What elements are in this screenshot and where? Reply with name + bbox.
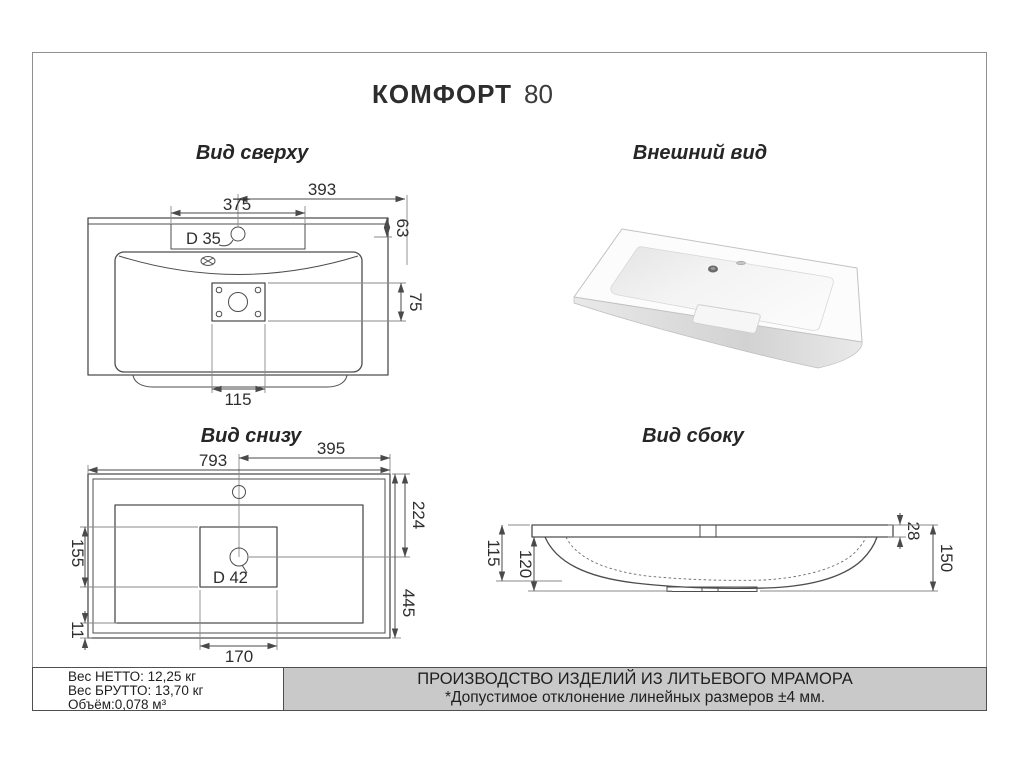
dim-150: 150 (937, 543, 956, 573)
bottom-view-title: Вид снизу (200, 425, 302, 447)
external-view-render (555, 218, 895, 378)
dim-224: 224 (409, 500, 428, 530)
faucet-hole-highlight (711, 267, 716, 270)
plate-hole-2 (255, 287, 261, 293)
dim-63: 63 (393, 218, 412, 238)
dim-170: 170 (224, 647, 254, 666)
faucet-leader-line (219, 240, 233, 246)
bowl-back-wall-curve (119, 256, 358, 275)
dim-28: 28 (904, 521, 923, 541)
drain-hole-top (229, 293, 248, 312)
model-name: КОМФОРТ (372, 79, 513, 109)
drain-hole-label: D 42 (213, 569, 248, 587)
dim-445: 445 (399, 588, 418, 618)
title-block (32, 667, 987, 711)
model-size: 80 (524, 79, 553, 109)
front-apron (133, 375, 347, 387)
top-slab-profile (532, 525, 893, 537)
drain-plate (212, 283, 265, 321)
dim-375: 375 (222, 195, 252, 214)
dim-11: 11 (68, 621, 87, 639)
side-view-title: Вид сбоку (642, 425, 744, 447)
bowl-profile-outer (545, 537, 877, 588)
dim-115: 115 (224, 390, 252, 409)
weight-net: Вес НЕТТО: 12,25 кг (68, 669, 197, 684)
dim-793: 793 (198, 451, 228, 470)
dim-155: 155 (68, 538, 87, 568)
top-view-title: Вид сверху (195, 142, 309, 164)
plate-hole-4 (255, 311, 261, 317)
dim-393: 393 (307, 180, 337, 199)
plate-hole-3 (216, 311, 222, 317)
external-view-title: Внешний вид (632, 142, 768, 164)
side-view-drawing (460, 500, 960, 610)
overflow-slot-render (737, 261, 746, 265)
dim-75: 75 (406, 292, 425, 312)
faucet-hole-top (231, 227, 245, 241)
dim-120: 120 (516, 549, 535, 579)
dim-395: 395 (316, 439, 346, 458)
faucet-hole-label: D 35 (186, 230, 221, 248)
top-view-drawing (50, 180, 430, 410)
page-title (372, 79, 553, 110)
weight-gross: Вес БРУТТО: 13,70 кг (68, 683, 204, 698)
dim-115-side: 115 (484, 539, 503, 567)
production-note: ПРОИЗВОДСТВО ИЗДЕЛИЙ ИЗ ЛИТЬЕВОГО МРАМОРА (417, 670, 853, 688)
volume: Объём:0,078 м³ (68, 697, 167, 712)
bowl-outline-top (115, 252, 362, 372)
tolerance-note: *Допустимое отклонение линейных размеров ±4 мм. (444, 689, 826, 706)
plate-hole-1 (216, 287, 222, 293)
sink-outline-top (88, 218, 388, 375)
bowl-profile-inner (566, 537, 866, 580)
overflow-cross (203, 258, 213, 264)
production-note-box (284, 668, 986, 710)
weight-info-box (33, 668, 284, 710)
bottom-view-drawing (40, 439, 430, 670)
